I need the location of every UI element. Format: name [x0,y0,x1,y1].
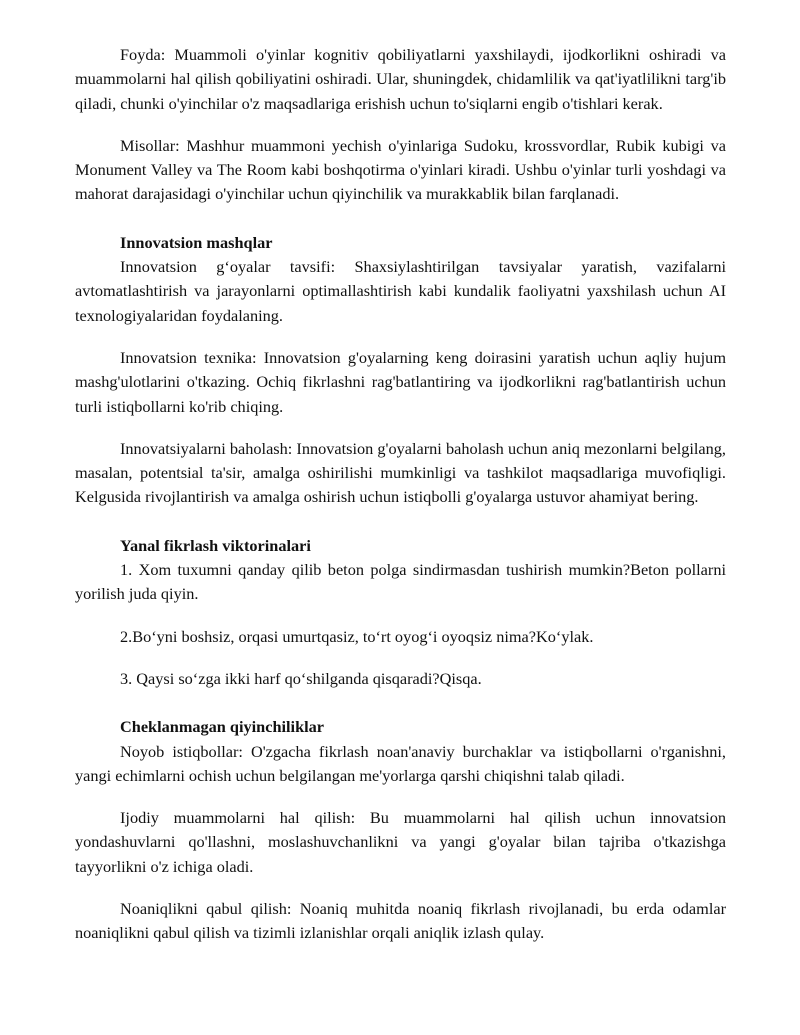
heading-innovation: Innovatsion mashqlar [120,232,273,252]
document-page [75,43,726,946]
paragraph-creative-problem-solving: Ijodiy muammolarni hal qilish: Bu muammolarni hal qilish uchun innovatsion yondashuvlarni qo'llashni, moslashuvchanlikni va yangi g'oyalar bilan tajriba o'tkazishga tayyorlikni o'z ichiga oladi. [75,808,726,876]
paragraph-examples: Misollar: Mashhur muammoni yechish o'yinlariga Sudoku, krossvordlar, Rubik kubigi va Monument Valley va The Room kabi boshqotirma o'yinlari kiradi. Ushbu o'yinlar turli yoshdagi va mahorat darajasidagi o'yinchilar uchun qiyinchilik va murakkablik bilan farqlanadi. [75,135,726,204]
quiz-item-1: 1. Xom tuxumni qanday qilib beton polga sindirmasdan tushirish mumkin?Beton pollarni yorilish juda qiyin. [75,560,726,604]
heading-challenges: Cheklanmagan qiyinchiliklar [120,717,325,737]
heading-lateral-quiz: Yanal fikrlash viktorinalari [120,535,311,555]
paragraph-innovation-ideas: Innovatsion g‘oyalar tavsifi: Shaxsiylashtirilgan tavsiyalar yaratish, vazifalarni avtomatlashtirish va jarayonlarni optimallashtirish kabi kundalik faoliyatni yaxshilash uchun AI texnologiyalaridan foydalaning. [75,257,726,325]
paragraph-unique-perspectives: Noyob istiqbollar: O'zgacha fikrlash noan'anaviy burchaklar va istiqbollarni o'rganishni, yangi echimlarni ochish uchun belgilangan me'yorlarga qarshi chiqishni talab qiladi. [75,741,726,785]
quiz-item-2: 2.Bo‘yni boshsiz, orqasi umurtqasiz, to‘rt oyog‘i oyoqsiz nima?Ko‘ylak. [120,626,594,646]
quiz-item-3: 3. Qaysi so‘zga ikki harf qo‘shilganda qisqaradi?Qisqa. [120,668,482,688]
paragraph-innovation-evaluation: Innovatsiyalarni baholash: Innovatsion g'oyalarni baholash uchun aniq mezonlarni belgilang, masalan, potentsial ta'sir, amalga oshirilishi mumkinligi va tashkilot maqsadlariga muvofiqligi. Kelgusida rivojlantirish va amalga oshirish uchun istiqbolli g'oyalarga ustuvor ahamiyat bering. [75,438,726,507]
paragraph-accepting-ambiguity: Noaniqlikni qabul qilish: Noaniq muhitda noaniq fikrlash rivojlanadi, bu erda odamlar noaniqlikni qabul qilish va tizimli izlanishlar orqali aniqlik izlash qulay. [75,899,726,943]
paragraph-innovation-technique: Innovatsion texnika: Innovatsion g'oyalarning keng doirasini yaratish uchun aqliy hujum mashg'ulotlarini o'tkazing. Ochiq fikrlashni rag'batlantiring va ijodkorlikni rag'batlantirish uchun turli istiqbollarni ko'rib chiqing. [75,347,726,416]
paragraph-benefits: Foyda: Muammoli o'yinlar kognitiv qobiliyatlarni yaxshilaydi, ijodkorlikni oshiradi va muammolarni hal qilish qobiliyatini oshiradi. Ular, shuningdek, chidamlilik va qat'iyatlilikni targ'ib qiladi, chunki o'yinchilar o'z maqsadlariga erishish uchun to'siqlarni engib o'tishlari kerak. [75,45,726,113]
